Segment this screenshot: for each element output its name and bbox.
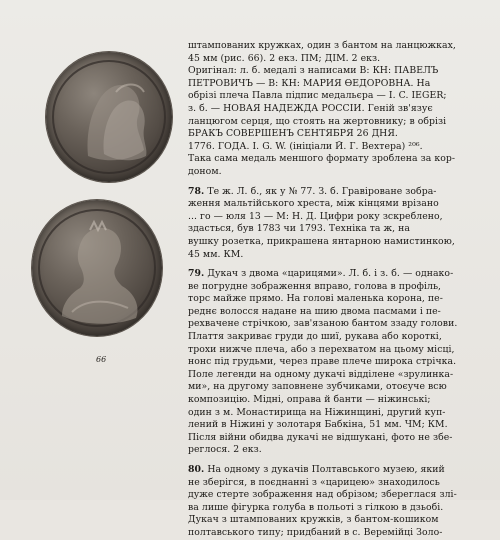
text-line: один з м. Монастирища на Ніжинщині, другий куп- (188, 406, 446, 418)
text-line: Оригінал: л. б. медалі з написами В: КН: ПАВЕЛЪ (188, 65, 439, 77)
medal-relief-icon (46, 52, 172, 182)
text-line: 45 мм (рис. 66). 2 екз. ПМ; ДІМ. 2 екз. (188, 52, 381, 64)
text-line-part: На одному з дукачів Полтавського музею, який (204, 464, 445, 475)
text-line: з. б. — НОВАЯ НАДЕЖДА РОССІИ. Геній зв'язує (188, 102, 433, 114)
text-line: торс майже прямо. На голові маленька корона, пе- (188, 293, 443, 305)
text-line: здасться, був 1783 чи 1793. Техніка та ж, на (188, 223, 410, 235)
paragraph-77-cont (188, 40, 472, 179)
text-line (188, 464, 472, 477)
text-line: Поле легенди на одному дукачі відділене «зрулинка- (188, 368, 454, 380)
text-line: рехвачене стрічкою, зав'язаною бантом ззаду голови. (188, 318, 458, 330)
text-line: вушку розетка, прикрашена янтарною намистинкою, (188, 235, 455, 247)
figure-label: 66 (96, 355, 107, 364)
text-line: ження мальтійського хреста, між кінцями врізано (188, 198, 439, 210)
text-line: 45 мм. КМ. (188, 248, 244, 260)
text-line: нонс під грудьми, через праве плече широка стрічка. (188, 356, 457, 368)
text-line (188, 268, 472, 281)
medal-image-crowned-bust (32, 200, 162, 336)
text-line: доном. (188, 165, 222, 177)
text-line: ва лише фігурка голуба в польоті з гілкою в дзьобі. (188, 501, 444, 513)
text-line: лений в Ніжині у золотаря Бабкіна, 51 мм. ЧМ; КМ. (188, 419, 448, 431)
text-line: реглося. 2 екз. (188, 444, 262, 456)
text-line: Після війни обидва дукачі не відшукані, фото не збе- (188, 431, 453, 443)
text-line: не зберігся, в поєднанні з «царицею» знаходилось (188, 476, 440, 488)
text-column (188, 40, 472, 540)
entry-79 (188, 268, 472, 457)
text-line: композицію. Мідні, оправа й банти — ніжинські; (188, 394, 431, 406)
text-line: Дукач з штампованих кружків, з бантом-кошиком (188, 514, 439, 526)
entry-78 (188, 186, 472, 262)
text-line: реднє волосся надане на шию двома пасмами і пе- (188, 305, 441, 317)
text-line: ланцюгом серця, що стоять на жертовнику; в обрізі (188, 115, 447, 127)
text-line: ми», на другому заповнене зубчиками, отоєуче всю (188, 381, 447, 393)
entry-number: 78. (188, 185, 205, 197)
entry-number: 79. (188, 268, 205, 280)
text-line: трохи нижче плеча, або з перехватом на цьому місці, (188, 343, 455, 355)
text-line: штампованих кружках, один з бантом на ланцюжках, (188, 40, 456, 51)
text-line: ... го — юля 13 — М: Н. Д. Цифри року зскреблено, (188, 210, 443, 222)
entry-80 (188, 464, 472, 540)
text-line: Плаття закриває груди до шиї, рукава або короткі, (188, 331, 442, 343)
text-line: дуже стерте зображення над обрізом; збереглася злі- (188, 489, 457, 501)
medal-relief-icon (32, 200, 162, 336)
text-line: полтавського типу; придбаний в с. Веремійці Золо- (188, 526, 443, 538)
medal-image-double-portrait (46, 52, 172, 182)
text-line-part: Те ж. Л. б., як у № 77. З. б. Гравіроване зобра- (204, 185, 437, 197)
text-line: 1776. ГОДА. I. G. W. (ініціали Й. Г. Вехтера) ²⁰⁶. (188, 140, 423, 152)
text-line: ПЕТРОВИЧЪ — В: КН: МАРИЯ ӨЕДОРОВНА. На (188, 77, 431, 89)
text-line: ве погрудне зображення вправо, голова в профіль, (188, 280, 442, 292)
text-line: обрізі плеча Павла підпис медальєра — I. C. IEGER; (188, 90, 447, 102)
text-line-part: Дукач з двома «царицями». Л. б. і з. б. — однако- (204, 268, 454, 280)
text-line: БРАКЪ СОВЕРШЕНЪ СЕНТЯБРЯ 26 ДНЯ. (188, 128, 398, 140)
text-line: Така сама медаль меншого формату зроблена за кор- (188, 153, 456, 165)
entry-number: 80. (188, 464, 205, 475)
text-line (188, 186, 472, 199)
